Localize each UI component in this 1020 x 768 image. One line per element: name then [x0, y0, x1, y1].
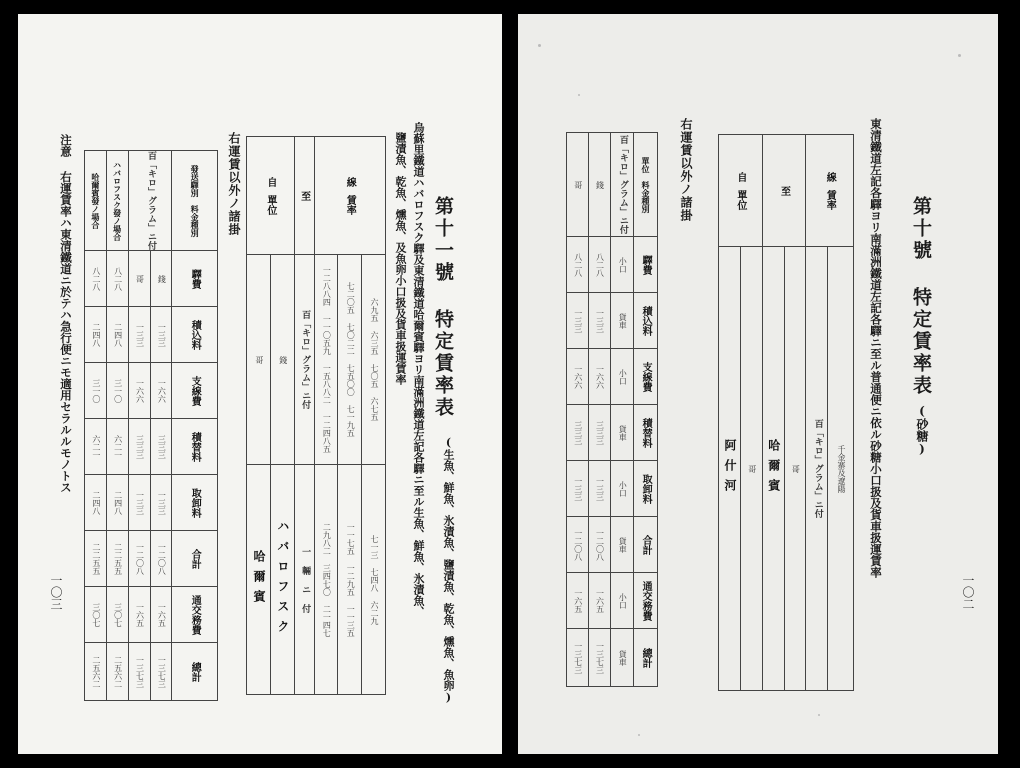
place-ashihe: 阿什河 [719, 247, 741, 691]
place-cell: 七二〇五 七〇二二 七五〇〇 七一九五 [338, 255, 362, 465]
page-number: 一〇三 [49, 574, 63, 610]
row-label-har: ハバロフスク發ノ場合 [106, 151, 128, 251]
subtitle: 東清鐵道左記各驛ヨリ南滿洲鐵道左記各驛ニ至ル普通便ニ依ル砂糖小口扱及貨車扱運賃率 [869, 118, 883, 578]
page-title: 第十號 特定賃率表 [910, 196, 932, 397]
charges-table: 哥 錢 百「キロ」グラム」ニ付 單位 料金種別 八二八 八二八 小口 驛費 一三三 一三三 貨車 積込料 一六六 一六六 小口 支線費 三三三 三三三 貨車 積替料 一三三 一三三 小口 取卸料 一二〇八 一二〇八 貨車 合計 一六五 一六五 小口 通交務費 一三七三 一三七三 貨車 總計 [566, 132, 658, 687]
row-label-hab: 哈爾賓發ノ場合 [85, 151, 107, 251]
title-parenthetical: (生魚、鮮魚、氷漬魚、鹽漬魚、乾魚、燻魚、魚卵) [442, 436, 455, 704]
rate-header: 線 賃率 [806, 135, 854, 247]
corner-unit: 至 [294, 137, 314, 255]
other-charges-heading: 右運賃以外ノ諸掛 [679, 118, 693, 222]
place-cell: 一二八八四 一一〇五九 一五八八二 一二四八五 [314, 255, 338, 465]
unit-row: 百「キロ」グラム」ニ付 [610, 133, 634, 237]
data-cell: 七一三 七四八 六二九 [362, 465, 386, 695]
unit-car-cell: 一 輛 ニ 付 [294, 465, 314, 695]
place-cell: 六九五 六三五 七〇五 六七五 [362, 255, 386, 465]
scan-speck [538, 44, 541, 47]
scan-speck [958, 54, 961, 57]
row-label: 哥 [784, 247, 806, 691]
data-cell: 二九八二 三四七〇 二一四七 [314, 465, 338, 695]
rate-header: 線 賃率 [314, 137, 385, 255]
page-number: 一〇二 [961, 574, 975, 610]
row-label: 錢 [588, 133, 610, 237]
corner-cell: 自 單位 [719, 135, 763, 247]
place-khabarovsk: ハバロフスク [270, 465, 294, 695]
scan-speck [578, 94, 580, 96]
footnote: 注意 右運賃率ハ東清鐵道ニ於テハ急行便ニモ適用セラルルモノトス [59, 134, 73, 493]
subtitle-line-2: 鹽漬魚、乾魚、燻魚、及魚卵小口扱及貨車扱運賃率 [394, 132, 407, 385]
corner-cell: 發送驛別 料金種別 [172, 151, 218, 251]
right-page [518, 14, 998, 754]
row-label: 哥 [567, 133, 589, 237]
corner-cell: 至 [762, 135, 806, 247]
corner-from-to: 自 單位 [247, 137, 295, 255]
fare-table [718, 134, 854, 691]
corner-cell: 單位 料金種別 [634, 133, 658, 237]
scan-speck [638, 734, 640, 736]
unit-cell: 百「キロ」グラム」ニ付 [806, 247, 828, 691]
place-harbin: 哈爾賓 [762, 247, 784, 691]
group-cell: 千金寨及遼陽 [828, 247, 854, 691]
data-cell: 一一七五 一二九五 一一三五 [338, 465, 362, 695]
left-page [18, 14, 502, 754]
row-label-sen-1: 錢 [270, 255, 294, 465]
row-label: 哥 [740, 247, 762, 691]
other-charges-heading: 右運賃以外ノ諸掛 [227, 132, 241, 236]
place-harbin: 哈爾賓 [247, 465, 271, 695]
subtitle-line-1: 烏蘇里鐵道ハバロフスク驛及東清鐵道哈爾賓驛ヨリ南滿洲鐵道左記各驛ニ至ル生魚、鮮魚、氷漬魚、 [412, 122, 425, 617]
scan-speck [818, 714, 820, 716]
fare-table [246, 136, 386, 695]
charges-table: 哈爾賓發ノ場合 ハバロフスク發ノ場合 百「キロ」グラム」ニ付 發送驛別 料金種別 八二八 八二八 哥 錢 驛費 二四八 二四八 一三三 一三三 積込料 三一〇 三一〇 一六六 一六六 支線費 六二一 六二一 三三三 三三三 積替料 二四八 二四八 一三三 一三三 取卸料 二二五五 二二五五 一二〇八 一二〇八 合計 三〇七 三〇七 一六五 一六五 通交務費 二五六二 二五六二 一三七三 一三七三 總計 [84, 150, 218, 701]
unit-cell: 百「キロ」グラム」ニ付 [294, 255, 314, 465]
row-label-fen-1: 哥 [247, 255, 271, 465]
unit-row: 百「キロ」グラム」ニ付 [128, 151, 172, 251]
page-title: 第十一號 特定賃率表 [432, 196, 454, 419]
title-parenthetical: (砂糖) [915, 404, 929, 456]
